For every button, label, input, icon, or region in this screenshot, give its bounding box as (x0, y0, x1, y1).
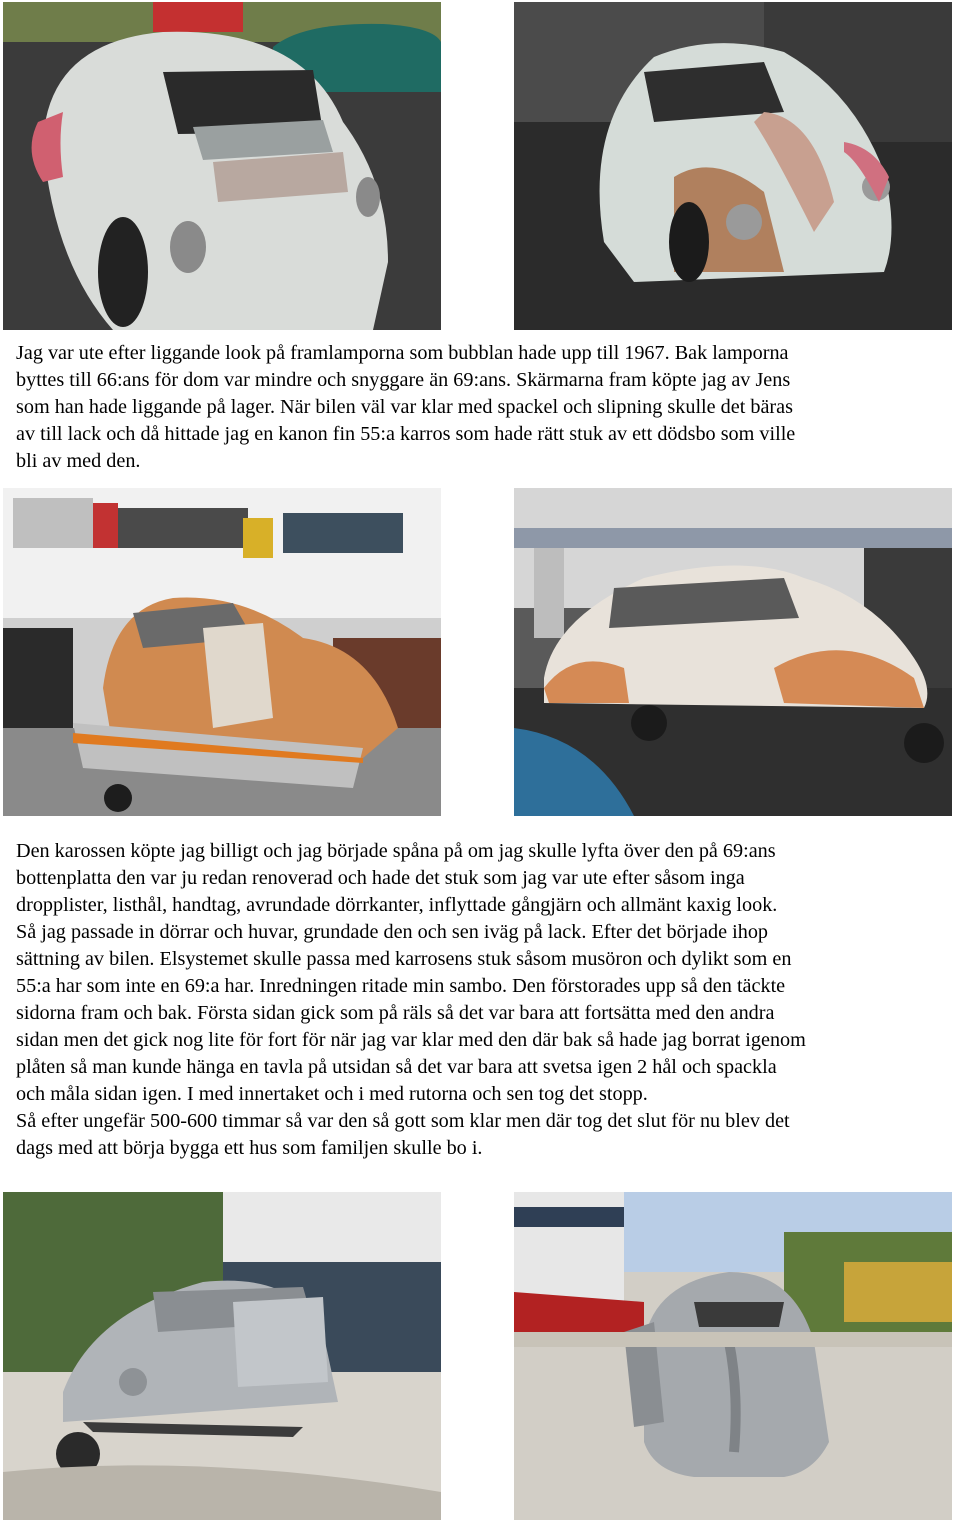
text-line: dropplister, listhål, handtag, avrundade dörrkanter, inflyttade gångjärn och allmänt kaxig look. (16, 894, 778, 916)
text-line: Så efter ungefär 500-600 timmar så var den så gott som klar men där tog det slut för nu blev det (16, 1110, 790, 1132)
text-line: byttes till 66:ans för dom var mindre och snyggare än 69:ans. Skärmarna fram köpte jag av Jens (16, 369, 791, 391)
text-line: sidan men det gick nog lite för fort för när jag var klar med den där bak så hade jag borrat igenom (16, 1029, 806, 1051)
photo-grey-body-rear (514, 1192, 952, 1520)
photo-beetle-rear-primer (3, 2, 441, 330)
text-line: av till lack och då hittade jag en kanon fin 55:a karros som hade rätt stuk av ett dödsbo som ville (16, 423, 796, 445)
photo-body-on-trailer (3, 488, 441, 816)
text-line: bottenplatta den var ju redan renoverad och hade det stuk som jag var ute efter såsom inga (16, 867, 745, 889)
text-line: som han hade liggande på lager. När bilen väl var klar med spackel och slipning skulle det bäras (16, 396, 793, 418)
paragraph-headlamps (16, 340, 946, 475)
photo-grey-body-side (3, 1192, 441, 1520)
paragraph-body-swap (16, 838, 946, 1162)
text-line: 55:a har som inte en 69:a har. Inredningen ritade min sambo. Den förstorades upp så den täckte (16, 975, 786, 997)
text-line: dags med att börja bygga ett hus som familjen skulle bo i. (16, 1137, 483, 1159)
text-line: Jag var ute efter liggande look på framlamporna som bubblan hade upp till 1967. Bak lamporna (16, 342, 789, 364)
text-line: Den karossen köpte jag billigt och jag började spåna på om jag skulle lyfta över den på 69:ans (16, 840, 776, 862)
text-line: plåten så man kunde hänga en tavla på utsidan så det var bara att svetsa igen 2 hål och spackla (16, 1056, 777, 1078)
text-line: Så jag passade in dörrar och huvar, grundade den och sen iväg på lack. Efter det började ihop (16, 921, 769, 943)
text-line: bli av med den. (16, 450, 141, 472)
photo-body-outside-garage (514, 488, 952, 816)
text-line: sättning av bilen. Elsystemet skulle passa med karrosens stuk såsom musöron och dylikt som en (16, 948, 792, 970)
text-line: och måla sidan igen. I med innertaket och i med rutorna och sen tog det stopp. (16, 1083, 648, 1105)
photo-beetle-front-garage (514, 2, 952, 330)
text-line: sidorna fram och bak. Första sidan gick som på räls så det var bara att fortsätta med den andra (16, 1002, 775, 1024)
